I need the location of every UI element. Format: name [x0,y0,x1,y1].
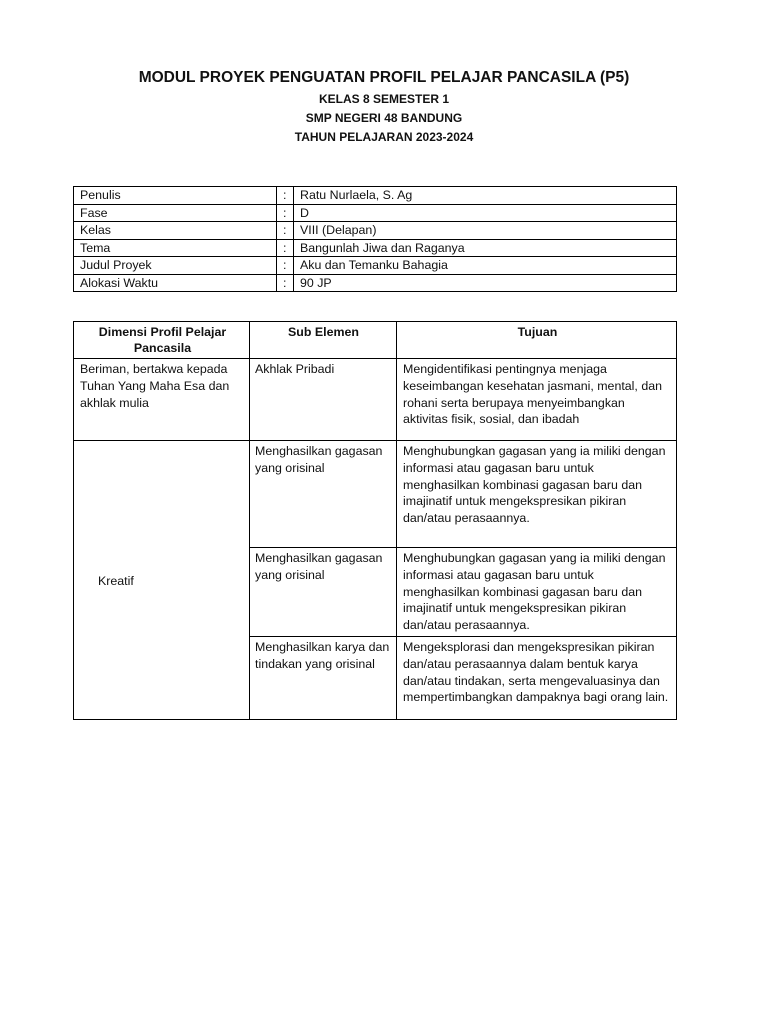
info-value: Aku dan Temanku Bahagia [294,257,677,275]
info-separator: : [277,204,294,222]
header-tujuan: Tujuan [397,322,677,359]
table-row [74,441,677,548]
header-sub-elemen: Sub Elemen [250,322,397,359]
sub-elemen-cell: Menghasilkan karya dan tindakan yang orisinal [250,637,397,720]
table-header-row [74,322,677,359]
info-separator: : [277,222,294,240]
sub-elemen-cell: Akhlak Pribadi [250,359,397,441]
academic-year-line: TAHUN PELAJARAN 2023-2024 [294,130,474,144]
document-header [0,68,768,147]
class-semester-line: KELAS 8 SEMESTER 1 [318,92,450,106]
table-row [74,359,677,441]
info-row-tema [74,239,677,257]
info-label: Tema [74,239,277,257]
info-value: D [294,204,677,222]
info-label: Penulis [74,187,277,205]
tujuan-cell: Mengeksplorasi dan mengekspresikan pikiran dan/atau perasaannya dalam bentuk karya dan/atau tindakan, serta mengevaluasinya dan mempertimbangkan dampaknya bagi orang lain. [397,637,677,720]
info-separator: : [277,257,294,275]
module-info-table [73,186,677,292]
document-title: MODUL PROYEK PENGUATAN PROFIL PELAJAR PANCASILA (P5) [138,69,630,86]
info-value: 90 JP [294,274,677,292]
dimensi-cell: Beriman, bertakwa kepada Tuhan Yang Maha Esa dan akhlak mulia [74,359,250,441]
header-dimensi: Dimensi Profil Pelajar Pancasila [74,322,250,359]
info-value: Bangunlah Jiwa dan Raganya [294,239,677,257]
info-row-alokasi-waktu [74,274,677,292]
tujuan-cell: Menghubungkan gagasan yang ia miliki dengan informasi atau gagasan baru untuk menghasilkan kombinasi gagasan baru dan imajinatif untuk mengekspresikan pikiran dan/atau perasaannya. [397,441,677,548]
dimensi-cell-kreatif: Kreatif [74,441,250,720]
info-label: Alokasi Waktu [74,274,277,292]
info-row-judul-proyek [74,257,677,275]
school-name-line: SMP NEGERI 48 BANDUNG [305,111,463,125]
sub-elemen-cell: Menghasilkan gagasan yang orisinal [250,441,397,548]
info-value: VIII (Delapan) [294,222,677,240]
info-separator: : [277,187,294,205]
info-separator: : [277,239,294,257]
info-row-penulis [74,187,677,205]
info-separator: : [277,274,294,292]
tujuan-cell: Menghubungkan gagasan yang ia miliki dengan informasi atau gagasan baru untuk menghasilkan kombinasi gagasan baru dan imajinatif untuk mengekspresikan pikiran dan/atau perasaannya. [397,548,677,637]
tujuan-cell: Mengidentifikasi pentingnya menjaga keseimbangan kesehatan jasmani, mental, dan rohani serta berupaya menyeimbangkan aktivitas fisik, sosial, dan ibadah [397,359,677,441]
dimension-objective-table [73,321,677,720]
info-row-fase [74,204,677,222]
info-row-kelas [74,222,677,240]
info-label: Fase [74,204,277,222]
info-label: Judul Proyek [74,257,277,275]
sub-elemen-cell: Menghasilkan gagasan yang orisinal [250,548,397,637]
info-value: Ratu Nurlaela, S. Ag [294,187,677,205]
info-label: Kelas [74,222,277,240]
